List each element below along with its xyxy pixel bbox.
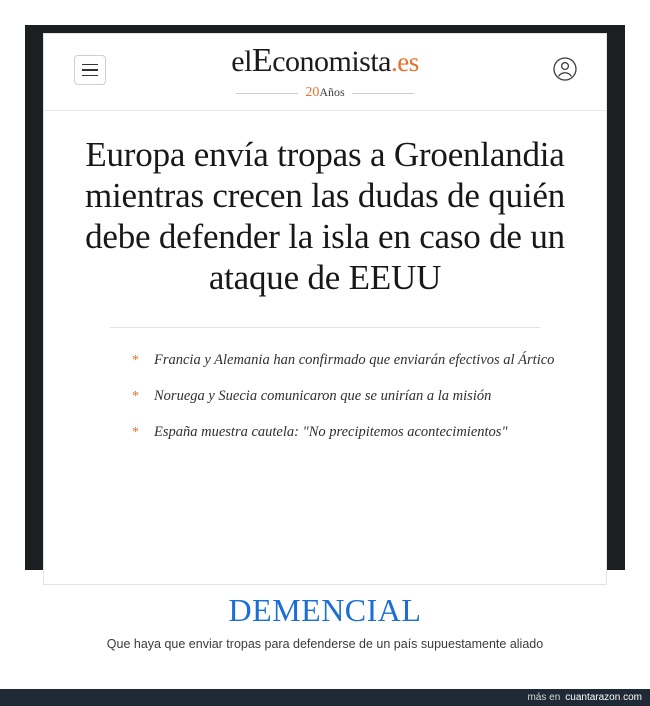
list-item-label: Noruega y Suecia comunicaron que se unirían a la misión bbox=[154, 387, 492, 404]
footer-site-link[interactable] bbox=[565, 692, 642, 703]
list-item bbox=[132, 350, 582, 371]
article-body bbox=[44, 111, 606, 443]
anniversary-text bbox=[305, 85, 344, 101]
article-bullet-list bbox=[76, 350, 582, 443]
footer-more-label: más en bbox=[527, 692, 561, 703]
headline-divider bbox=[110, 327, 540, 328]
anniversary-rule-left bbox=[236, 93, 298, 94]
logo-part-prefix: el bbox=[231, 45, 252, 78]
list-item-label: Francia y Alemania han confirmado que enviarán efectivos al Ártico bbox=[154, 351, 555, 368]
screenshot-frame bbox=[25, 25, 625, 570]
anniversary-badge bbox=[44, 85, 606, 101]
bullet-marker-icon: * bbox=[132, 424, 139, 440]
page-title: Europa envía tropas a Groenlandia mientras crecen las dudas de quién debe defender la isla en caso de un ataque de EEUU bbox=[84, 135, 566, 297]
logo-part-mid: E bbox=[251, 42, 273, 79]
list-item bbox=[132, 422, 582, 443]
footer-bar bbox=[0, 689, 650, 706]
user-account-icon[interactable] bbox=[552, 56, 578, 82]
list-item bbox=[132, 386, 582, 407]
site-logo-text bbox=[44, 44, 606, 78]
logo-part-rest: conomista bbox=[272, 45, 391, 78]
bullet-marker-icon: * bbox=[132, 388, 139, 404]
site-logo[interactable] bbox=[44, 44, 606, 101]
logo-part-tld: .es bbox=[391, 47, 419, 77]
anniversary-rule-right bbox=[352, 93, 414, 94]
bullet-marker-icon: * bbox=[132, 352, 139, 368]
footer-site-dot: . bbox=[620, 692, 624, 703]
footer-site-tld: com bbox=[623, 692, 642, 703]
caption-subtitle: Que haya que enviar tropas para defenderse de un país supuestamente aliado bbox=[106, 637, 544, 651]
article-card bbox=[43, 33, 607, 585]
caption-title: DEMENCIAL bbox=[228, 592, 422, 628]
anniversary-number: 20 bbox=[305, 85, 320, 100]
footer-site-name: cuantarazon bbox=[565, 692, 621, 703]
list-item-label: España muestra cautela: "No precipitemos acontecimientos" bbox=[154, 423, 508, 440]
site-header bbox=[44, 34, 606, 111]
anniversary-label: Años bbox=[319, 85, 345, 99]
